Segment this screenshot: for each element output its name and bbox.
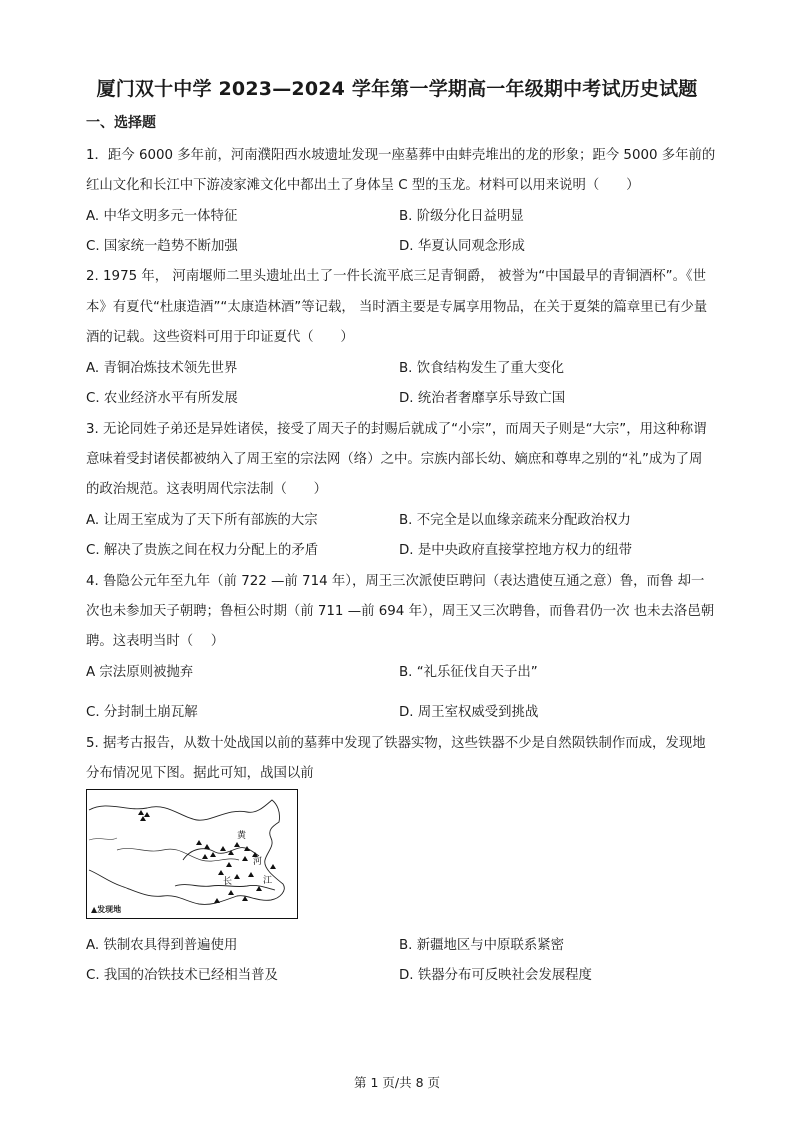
- question-1-line-2: 红山文化和长江中下游凌家滩文化中都出土了身体呈 C 型的玉龙。材料可以用来说明（ ）: [86, 178, 640, 193]
- question-2-option-b: B. 饮食结构发生了重大变化: [399, 361, 564, 376]
- question-5-option-b: B. 新疆地区与中原联系紧密: [399, 938, 564, 953]
- question-3-line-3: 的政治规范。这表明周代宗法制（ ）: [86, 482, 328, 497]
- finding-marker: [220, 846, 226, 851]
- finding-marker: [202, 854, 208, 859]
- question-1-option-c: C. 国家统一趋势不断加强: [86, 239, 238, 254]
- question-2-line-2: 本》有夏代“杜康造酒”“太康造林酒”等记载， 当时酒主要是专属享用物品，在关于夏桀的篇章里已有少量: [86, 300, 708, 315]
- map-label-huang: 黄: [237, 831, 247, 841]
- finding-marker: [204, 844, 210, 849]
- finding-marker: [242, 856, 248, 861]
- question-2-line-3: 酒的记载。这些资料可用于印证夏代（ ）: [86, 330, 354, 345]
- finding-marker: [228, 850, 234, 855]
- question-2-line-1: 2. 1975 年， 河南堰师二里头遗址出土了一件长流平底三足青铜爵， 被誉为“中国最早的青铜酒杯”。《世: [86, 269, 707, 284]
- map-label-he: 河: [253, 857, 263, 867]
- question-4-option-d: D. 周王室权威受到挑战: [399, 705, 539, 720]
- question-4-line-2: 次也未参加天子朝聘；鲁桓公时期（前 711 —前 694 年），周王又三次聘鲁，而鲁君仍一次 也未去洛邑朝: [86, 604, 715, 619]
- question-3-option-b: B. 不完全是以血缘亲疏来分配政治权力: [399, 513, 631, 528]
- question-3-option-c: C. 解决了贵族之间在权力分配上的矛盾: [86, 543, 319, 558]
- question-4-option-c: C. 分封制土崩瓦解: [86, 705, 198, 720]
- exam-title: 厦门双十中学 2023—2024 学年第一学期高一年级期中考试历史试题: [96, 78, 698, 100]
- map-legend: ▲发现地: [91, 905, 122, 914]
- question-1-line-1: 1．距今 6000 多年前，河南濮阳西水坡遗址发现一座墓葬中由蚌壳堆出的龙的形象；距今 5000 多年前的: [86, 148, 716, 163]
- finding-marker: [228, 890, 234, 895]
- question-3-line-1: 3. 无论同姓子弟还是异姓诸侯，接受了周天子的封赐后就成了“小宗”，而周天子则是“大宗”，用这种称谓: [86, 422, 707, 437]
- finding-marker: [248, 872, 254, 877]
- question-1-option-b: B. 阶级分化日益明显: [399, 209, 524, 224]
- question-5-line-2: 分布情况见下图。据此可知，战国以前: [86, 766, 314, 781]
- question-3-line-2: 意味着受封诸侯都被纳入了周王室的宗法网（络）之中。宗族内部长幼、嫡庶和尊卑之别的“礼”成为了周: [86, 452, 703, 467]
- question-4-option-a: A 宗法原则被抛弃: [86, 665, 194, 680]
- region-outline-west: [89, 838, 117, 840]
- finding-marker: [210, 852, 216, 857]
- map-label-chang: 长: [223, 877, 233, 887]
- question-3-option-d: D. 是中央政府直接掌控地方权力的纽带: [399, 543, 633, 558]
- question-5-line-1: 5. 据考古报告，从数十处战国以前的墓葬中发现了铁器实物，这些铁器不少是自然陨铁制作而成，发现地: [86, 736, 706, 751]
- finding-marker: [218, 870, 224, 875]
- question-3-option-a: A. 让周王室成为了天下所有部族的大宗: [86, 513, 318, 528]
- question-4-line-1: 4. 鲁隐公元年至九年（前 722 —前 714 年），周王三次派使臣聘问（表达遣使互通之意）鲁，而鲁 却一: [86, 574, 705, 589]
- question-5-option-a: A. 铁制农具得到普遍使用: [86, 938, 238, 953]
- finding-marker: [214, 898, 220, 903]
- question-1-option-a: A. 中华文明多元一体特征: [86, 209, 238, 224]
- question-2-option-d: D. 统治者奢靡享乐导致亡国: [399, 391, 566, 406]
- finding-marker: [234, 874, 240, 879]
- section-heading: 一、选择题: [86, 115, 156, 131]
- map-label-jiang: 江: [263, 876, 273, 886]
- finding-marker: [138, 810, 144, 815]
- question-1-option-d: D. 华夏认同观念形成: [399, 239, 525, 254]
- question-5-option-c: C. 我国的冶铁技术已经相当普及: [86, 968, 278, 983]
- finding-marker: [234, 842, 240, 847]
- map-drawing: [87, 790, 296, 917]
- question-5-option-d: D. 铁器分布可反映社会发展程度: [399, 968, 592, 983]
- finding-marker: [226, 862, 232, 867]
- question-2-option-a: A. 青铜冶炼技术领先世界: [86, 361, 238, 376]
- finding-marker: [270, 864, 276, 869]
- finding-marker: [244, 846, 250, 851]
- iron-findings-map: [86, 789, 298, 919]
- page-footer: 第 1 页/共 8 页: [353, 1075, 440, 1090]
- finding-marker: [144, 812, 150, 817]
- question-4-option-b: B. “礼乐征伐自天子出”: [399, 665, 538, 680]
- question-4-line-3: 聘。这表明当时（ ）: [86, 634, 225, 649]
- question-2-option-c: C. 农业经济水平有所发展: [86, 391, 238, 406]
- finding-marker: [196, 840, 202, 845]
